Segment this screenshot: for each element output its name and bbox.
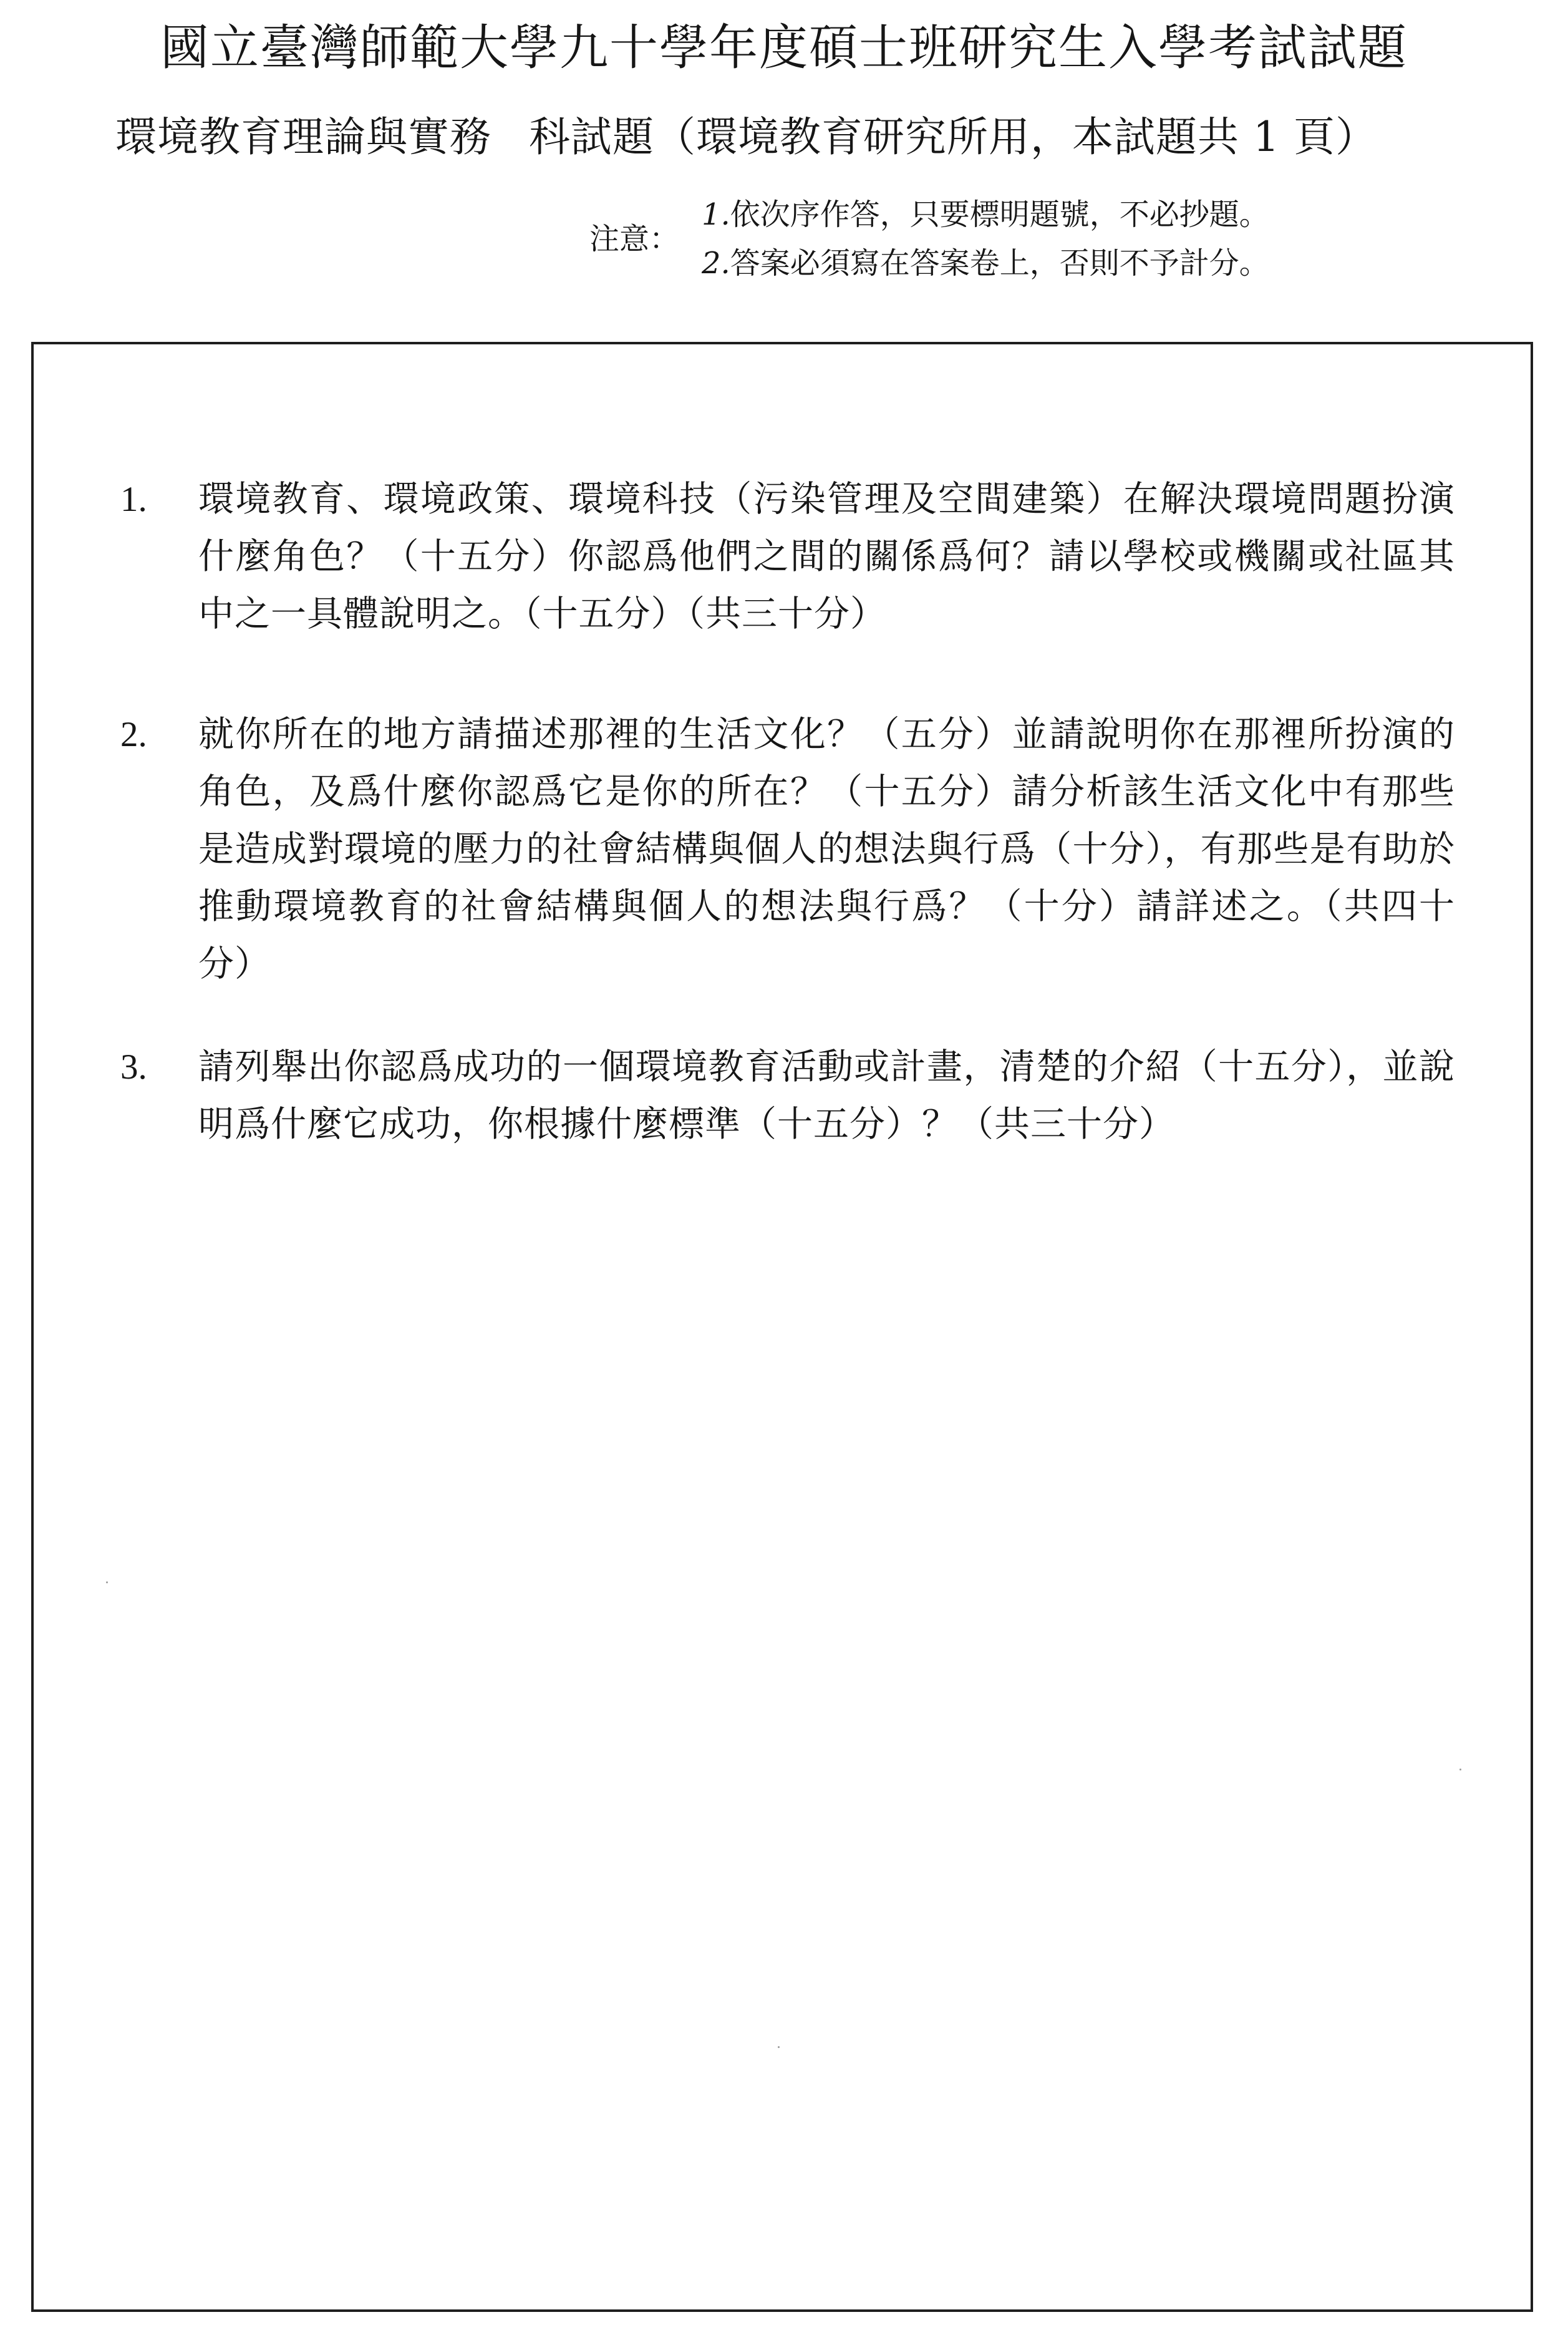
notice-item-text: 答案必須寫在答案卷上，否則不予計分。 [730, 246, 1269, 281]
question-text: 環境教育、環境政策、環境科技（污染管理及空間建築）在解決環境問題扮演什麼角色？（十五分）你認爲他們之間的關係爲何？請以學校或機關或社區其中之一具體說明之。（十五分）（共三十分） [198, 480, 1455, 634]
notice-list [702, 190, 1269, 288]
subject-info: 科試題（環境教育研究所用，本試題共 1 頁） [529, 113, 1377, 161]
notice-item [702, 190, 1269, 239]
question-item [120, 706, 1461, 993]
subject-line [115, 109, 1377, 165]
notice-label: 注意： [589, 221, 680, 256]
scan-speck [106, 1581, 108, 1583]
question-number: 2. [120, 715, 147, 754]
subject-name: 環境教育理論與實務 [115, 113, 491, 161]
question-number: 3. [120, 1047, 147, 1087]
question-item [120, 1039, 1461, 1153]
notice-item-text: 依次序作答，只要標明題號，不必抄題。 [730, 197, 1269, 232]
question-text: 請列舉出你認爲成功的一個環境教育活動或計畫，清楚的介紹（十五分），並說明爲什麼它成功，你根據什麼標準（十五分）？（共三十分） [198, 1047, 1455, 1144]
notice-item-number: 1. [702, 197, 730, 232]
scan-speck [1459, 1769, 1461, 1770]
question-text: 就你所在的地方請描述那裡的生活文化？（五分）並請說明你在那裡所扮演的角色，及爲什麼你認爲它是你的所在？（十五分）請分析該生活文化中有那些是造成對環境的壓力的社會結構與個人的想法與行爲（十分），有那些是有助於推動環境教育的社會結構與個人的想法與行爲？（十分）請詳述之。（共四十分） [198, 715, 1455, 984]
question-number: 1. [120, 480, 147, 519]
notice-block [589, 190, 1425, 290]
question-item [120, 471, 1461, 643]
notice-item-number: 2. [702, 246, 730, 281]
exam-title: 國立臺灣師範大學九十學年度碩士班研究生入學考試試題 [160, 20, 1408, 76]
scan-speck [778, 2046, 780, 2048]
notice-item [702, 239, 1269, 288]
